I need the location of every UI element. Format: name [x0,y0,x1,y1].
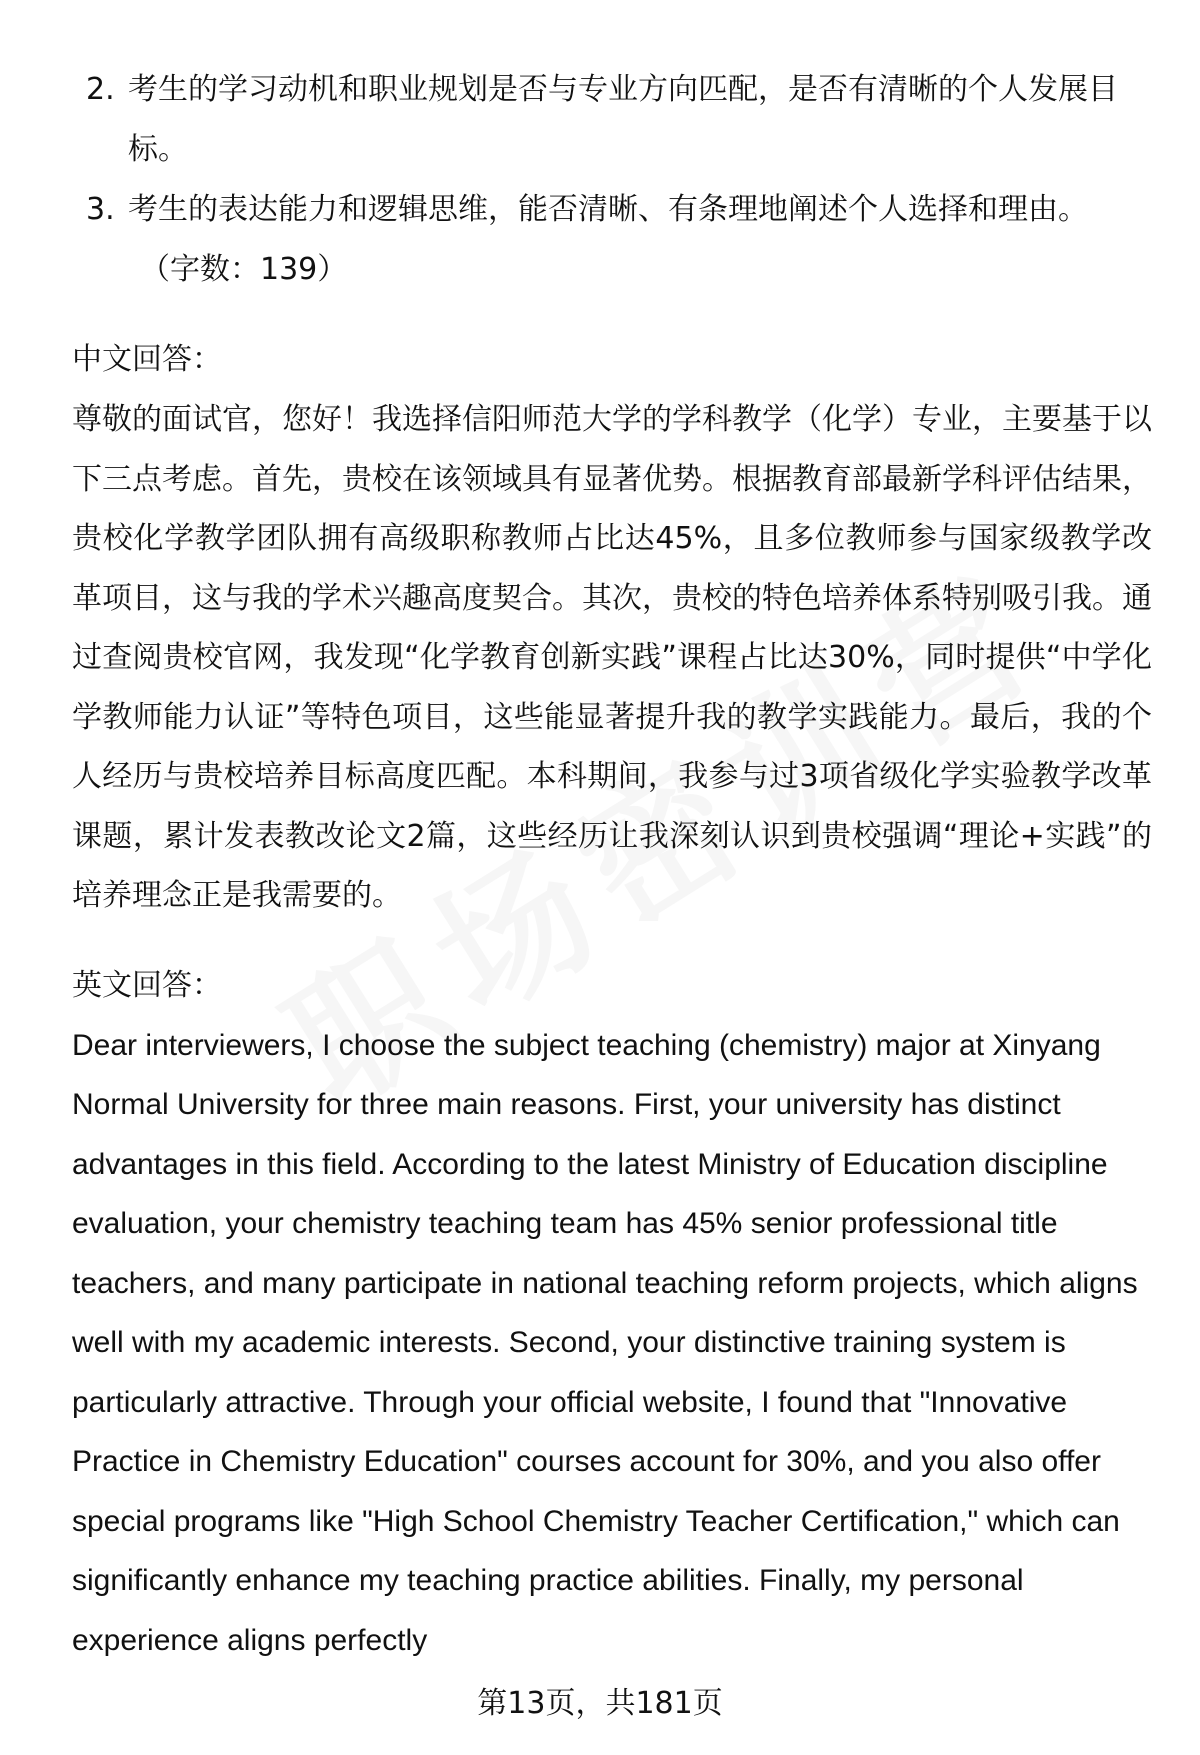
document-content [72,60,1152,1670]
criteria-text: 考生的表达能力和逻辑思维，能否清晰、有条理地阐述个人选择和理由。 [128,192,1088,227]
word-count: （字数：139） [140,252,348,287]
chinese-answer-heading: 中文回答： [72,342,222,377]
criteria-item [72,60,1152,180]
criteria-text: 考生的学习动机和职业规划是否与专业方向匹配，是否有清晰的个人发展目标。 [128,72,1118,167]
page-number-footer: 第13页，共181页 [477,1686,723,1721]
english-answer-heading: 英文回答： [72,967,222,1003]
criteria-item [72,180,1152,240]
criteria-number: 2. [86,72,115,107]
chinese-answer-body: 尊敬的面试官，您好！我选择信阳师范大学的学科教学（化学）专业，主要基于以下三点考虑。首先，贵校在该领域具有显著优势。根据教育部最新学科评估结果，贵校化学教学团队拥有高级职称教师占比达45%，且多位教师参与国家级教学改革项目，这与我的学术兴趣高度契合。其次，贵校的特色培养体系特别吸引我。通过查阅贵校官网，我发现“化学教育创新实践”课程占比达30%，同时提供“中学化学教师能力认证”等特色项目，这些能显著提升我的教学实践能力。最后，我的个人经历与贵校培养目标高度匹配。本科期间，我参与过3项省级化学实验教学改革课题，累计发表教改论文2篇，这些经历让我深刻认识到贵校强调“理论+实践”的培养理念正是我需要的。 [72,402,1152,913]
english-answer-body: Dear interviewers, I choose the subject teaching (chemistry) major at Xinyang Normal University for three main reasons. First, your university has distinct advantages in this field. According to the latest Ministry of Education discipline evaluation, your chemistry teaching team has 45% senior professional title teachers, and many participate in national teaching reform projects, which aligns well with my academic interests. Second, your distinctive training system is particularly attractive. Through your official website, I found that "Innovative Practice in Chemistry Education" courses account for 30%, and you also offer special programs like "High School Chemistry Teacher Certification," which can significantly enhance my teaching practice abilities. Finally, my personal experience aligns perfectly [72,1028,1138,1657]
criteria-number: 3. [86,192,115,227]
